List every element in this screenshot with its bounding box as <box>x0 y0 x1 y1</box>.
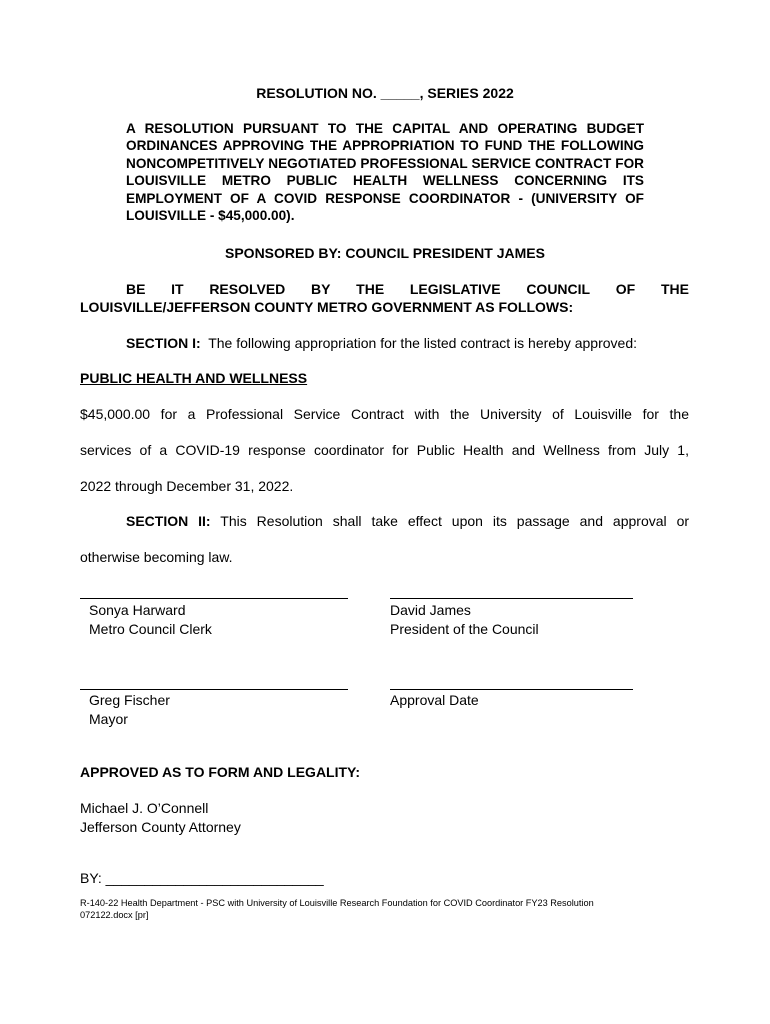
signer-title: Mayor <box>89 710 128 727</box>
section-1 <box>126 335 637 351</box>
resolved-word: OF <box>615 281 636 297</box>
attorney-name: Michael J. O’Connell <box>80 800 209 816</box>
appropriation-line-2: services of a COVID-19 response coordinator for Public Health and Wellness from July 1, <box>80 442 689 458</box>
signature-line-approval-date <box>390 689 633 690</box>
signature-line-clerk <box>80 598 348 599</box>
signature-mayor <box>89 691 170 728</box>
signer-title: Metro Council Clerk <box>89 620 212 637</box>
resolved-word: THE <box>660 281 689 297</box>
approval-heading: APPROVED AS TO FORM AND LEGALITY: <box>80 764 361 780</box>
section-2-line-2: otherwise becoming law. <box>80 549 233 565</box>
signature-line-mayor <box>80 689 348 690</box>
department-heading: PUBLIC HEALTH AND WELLNESS <box>80 370 308 386</box>
resolved-word: BY <box>311 281 331 297</box>
resolved-word: BE <box>126 281 146 297</box>
resolved-clause-line-1 <box>80 281 689 297</box>
section-1-label: SECTION I: <box>126 335 201 351</box>
footer-line-1: R-140-22 Health Department - PSC with University of Louisville Research Foundation for COVID Coordinator FY23 Resolution <box>80 898 594 908</box>
resolution-caption: A RESOLUTION PURSUANT TO THE CAPITAL AND OPERATING BUDGET ORDINANCES APPROVING THE APPROPRIATION TO FUND THE FOLLOWING NONCOMPETITIVELY NEGOTIATED PROFESSIONAL SERVICE CONTRACT FOR LOUISVILLE METRO PUBLIC HEALTH WELLNESS CONCERNING ITS EMPLOYMENT OF A COVID RESPONSE COORDINATOR - (UNIVERSITY OF LOUISVILLE - $45,000.00). <box>126 121 644 224</box>
section-2-label: SECTION II: <box>126 513 211 529</box>
section-2 <box>126 513 689 529</box>
signer-name: David James <box>390 602 471 618</box>
signer-name: Greg Fischer <box>89 692 170 708</box>
signature-clerk <box>89 601 212 638</box>
signature-president <box>390 601 539 638</box>
resolved-clause-line-2: LOUISVILLE/JEFFERSON COUNTY METRO GOVERNMENT AS FOLLOWS: <box>80 299 574 315</box>
approval-date-label: Approval Date <box>390 692 479 708</box>
resolved-word: LEGISLATIVE <box>409 281 501 297</box>
signature-approval-date <box>390 691 479 710</box>
attorney-title: Jefferson County Attorney <box>80 818 241 835</box>
sponsor-line: SPONSORED BY: COUNCIL PRESIDENT JAMES <box>225 245 545 261</box>
resolved-word: RESOLVED <box>209 281 286 297</box>
appropriation-line-3: 2022 through December 31, 2022. <box>80 478 294 494</box>
resolved-word: IT <box>171 281 184 297</box>
section-1-text: The following appropriation for the listed contract is hereby approved: <box>208 335 638 351</box>
signer-name: Sonya Harward <box>89 602 186 618</box>
resolved-word: COUNCIL <box>526 281 591 297</box>
footer-line-2: 072122.docx [pr] <box>80 909 149 920</box>
document-footer <box>80 898 680 921</box>
resolved-word: THE <box>356 281 385 297</box>
resolution-title: RESOLUTION NO. _____, SERIES 2022 <box>256 85 514 101</box>
attorney-block <box>80 799 241 836</box>
signer-title: President of the Council <box>390 620 539 637</box>
by-signature-line: BY: ____________________________ <box>80 870 324 886</box>
signature-line-president <box>390 598 633 599</box>
appropriation-line-1: $45,000.00 for a Professional Service Contract with the University of Louisville for the <box>80 406 689 422</box>
section-2-text: This Resolution shall take effect upon its passage and approval or <box>220 513 690 529</box>
